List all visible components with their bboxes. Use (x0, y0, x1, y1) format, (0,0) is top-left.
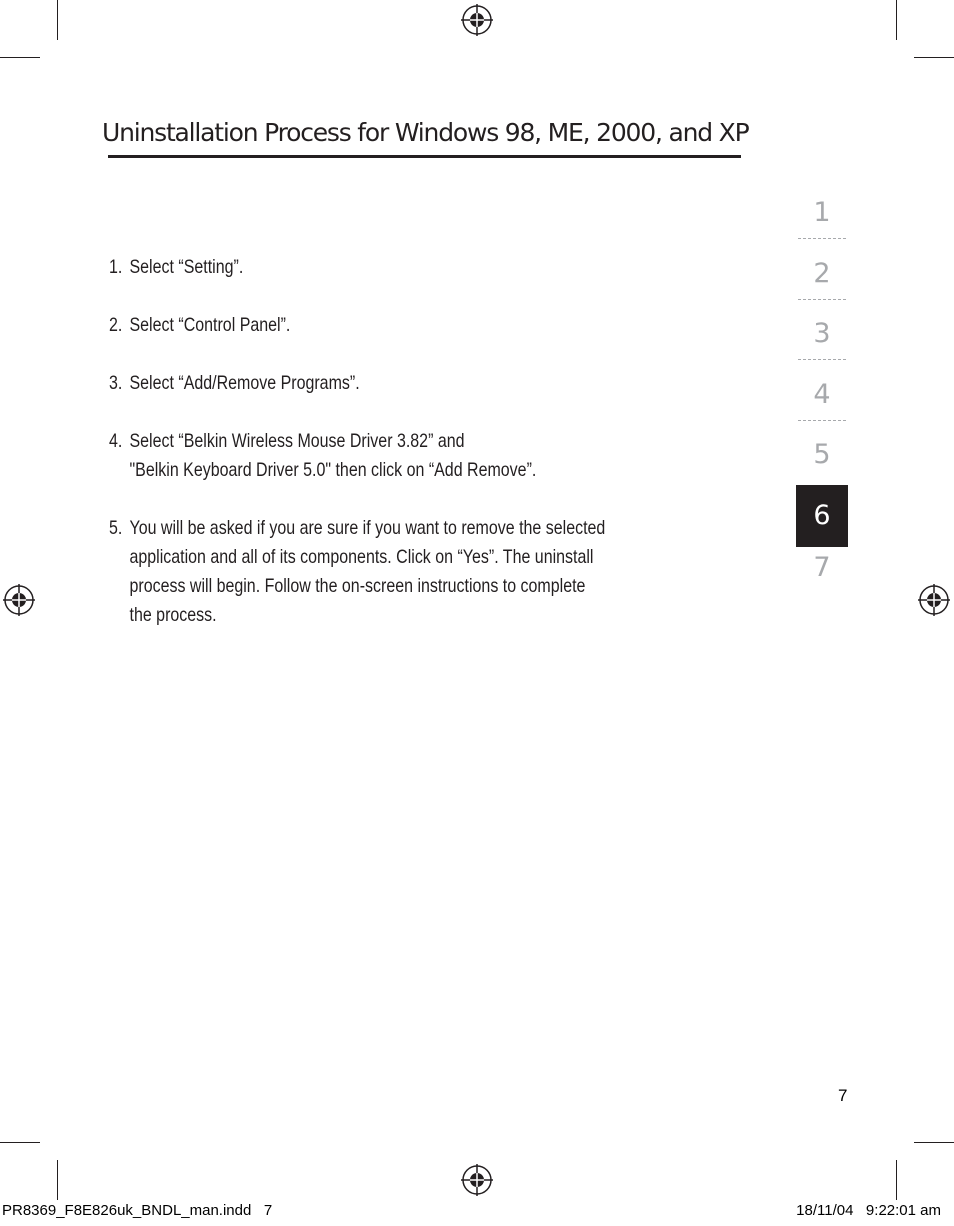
chapter-tab-label: 1 (813, 197, 831, 228)
registration-mark-icon (461, 4, 493, 36)
tab-divider (798, 299, 846, 301)
list-item (109, 514, 749, 630)
list-item (109, 311, 749, 340)
chapter-tab-1[interactable] (796, 192, 848, 253)
list-item (109, 253, 749, 282)
crop-mark (0, 1142, 40, 1143)
chapter-tab-label: 5 (813, 439, 831, 470)
registration-mark-icon (461, 1164, 493, 1196)
step-text: You will be asked if you are sure if you want to remove the selected application and all of its components. Click on “Yes”. The uninstall process will begin. Follow the on-screen instructions to complete the process. (129, 517, 606, 626)
step-text: Select “Setting”. (129, 256, 244, 278)
step-text: Select “Belkin Wireless Mouse Driver 3.82” and "Belkin Keyboard Driver 5.0" then click on “Add Remove”. (129, 430, 537, 481)
chapter-tab-label: 7 (813, 551, 831, 583)
step-number: 3. (109, 372, 123, 394)
step-number: 2. (109, 314, 123, 336)
chapter-tab-7[interactable] (796, 547, 848, 608)
step-text: Select “Control Panel”. (129, 314, 291, 336)
chapter-tab-label: 3 (813, 318, 831, 349)
crop-mark (57, 1160, 58, 1200)
title-underline (108, 155, 741, 158)
registration-mark-icon (3, 584, 35, 616)
chapter-tab-label: 2 (813, 257, 831, 289)
list-item (109, 369, 749, 398)
chapter-tab-3[interactable] (796, 313, 848, 374)
crop-mark (896, 0, 897, 40)
page-number: 7 (838, 1086, 848, 1105)
crop-mark (914, 1142, 954, 1143)
chapter-tab-4[interactable] (796, 374, 848, 435)
slug-timestamp: 18/11/04 9:22:01 am (796, 1202, 941, 1219)
crop-mark (57, 0, 58, 40)
list-item (109, 427, 749, 485)
step-text: Select “Add/Remove Programs”. (129, 372, 360, 394)
chapter-tab-label: 4 (813, 378, 831, 410)
step-number: 5. (109, 517, 123, 539)
tab-divider (798, 359, 846, 361)
crop-mark (896, 1160, 897, 1200)
page-title: Uninstallation Process for Windows 98, ME, 2000, and XP (102, 118, 749, 147)
chapter-tab-label: 6 (813, 499, 831, 531)
step-number: 1. (109, 256, 123, 278)
step-number: 4. (109, 430, 123, 452)
crop-mark (914, 57, 954, 58)
chapter-tab-6-active[interactable] (796, 485, 848, 547)
chapter-tab-2[interactable] (796, 253, 848, 314)
crop-mark (0, 57, 40, 58)
slug-filename: PR8369_F8E826uk_BNDL_man.indd 7 (2, 1202, 273, 1219)
tab-divider (798, 238, 846, 240)
registration-mark-icon (918, 584, 950, 616)
steps-list (109, 253, 729, 659)
tab-divider (798, 420, 846, 422)
chapter-tabs (796, 192, 848, 607)
